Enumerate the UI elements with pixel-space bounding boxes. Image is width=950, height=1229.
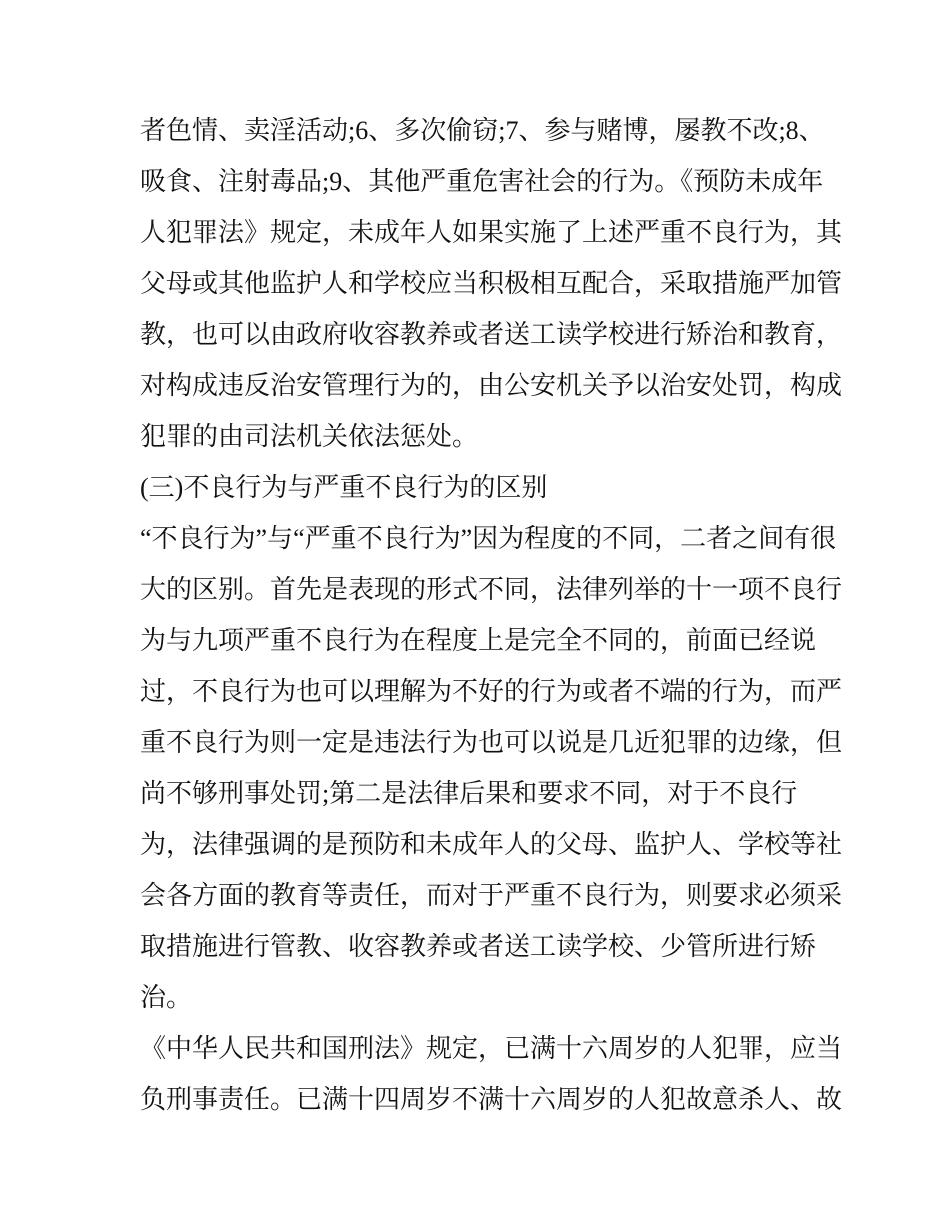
text-line: 对构成违反治安管理行为的，由公安机关予以治安处罚，构成 bbox=[140, 371, 843, 400]
text-line: 负刑事责任。已满十四周岁不满十六周岁的人犯故意杀人、故 bbox=[140, 1085, 843, 1114]
text-line: 《中华人民共和国刑法》规定，已满十六周岁的人犯罪，应当 bbox=[140, 1034, 843, 1063]
text-line: 为，法律强调的是预防和未成年人的父母、监护人、学校等社 bbox=[140, 830, 843, 859]
document-page bbox=[140, 105, 843, 1125]
text-line: 过，不良行为也可以理解为不好的行为或者不端的行为，而严 bbox=[140, 677, 843, 706]
text-line: 犯罪的由司法机关依法惩处。 bbox=[140, 422, 479, 451]
text-line: 治。 bbox=[140, 983, 193, 1012]
section-heading: (三)不良行为与严重不良行为的区别 bbox=[140, 473, 548, 502]
text-line: 大的区别。首先是表现的形式不同，法律列举的十一项不良行 bbox=[140, 575, 843, 604]
text-line: 者色情、卖淫活动;6、多次偷窃;7、参与赌博，屡教不改;8、 bbox=[140, 116, 825, 145]
text-line: 会各方面的教育等责任，而对于严重不良行为，则要求必须采 bbox=[140, 881, 843, 910]
text-line: 父母或其他监护人和学校应当积极相互配合，采取措施严加管 bbox=[140, 269, 843, 298]
text-line: 取措施进行管教、收容教养或者送工读学校、少管所进行矫 bbox=[140, 932, 817, 961]
text-line: 为与九项严重不良行为在程度上是完全不同的，前面已经说 bbox=[140, 626, 817, 655]
text-line: 人犯罪法》规定，未成年人如果实施了上述严重不良行为，其 bbox=[140, 218, 843, 247]
text-line: 教，也可以由政府收容教养或者送工读学校进行矫治和教育， bbox=[140, 320, 843, 349]
text-line: 尚不够刑事处罚;第二是法律后果和要求不同，对于不良行 bbox=[140, 779, 798, 808]
text-line: 重不良行为则一定是违法行为也可以说是几近犯罪的边缘，但 bbox=[140, 728, 843, 757]
text-line: “不良行为”与“严重不良行为”因为程度的不同，二者之间有很 bbox=[140, 524, 837, 553]
text-line: 吸食、注射毒品;9、其他严重危害社会的行为。《预防未成年 bbox=[140, 167, 824, 196]
